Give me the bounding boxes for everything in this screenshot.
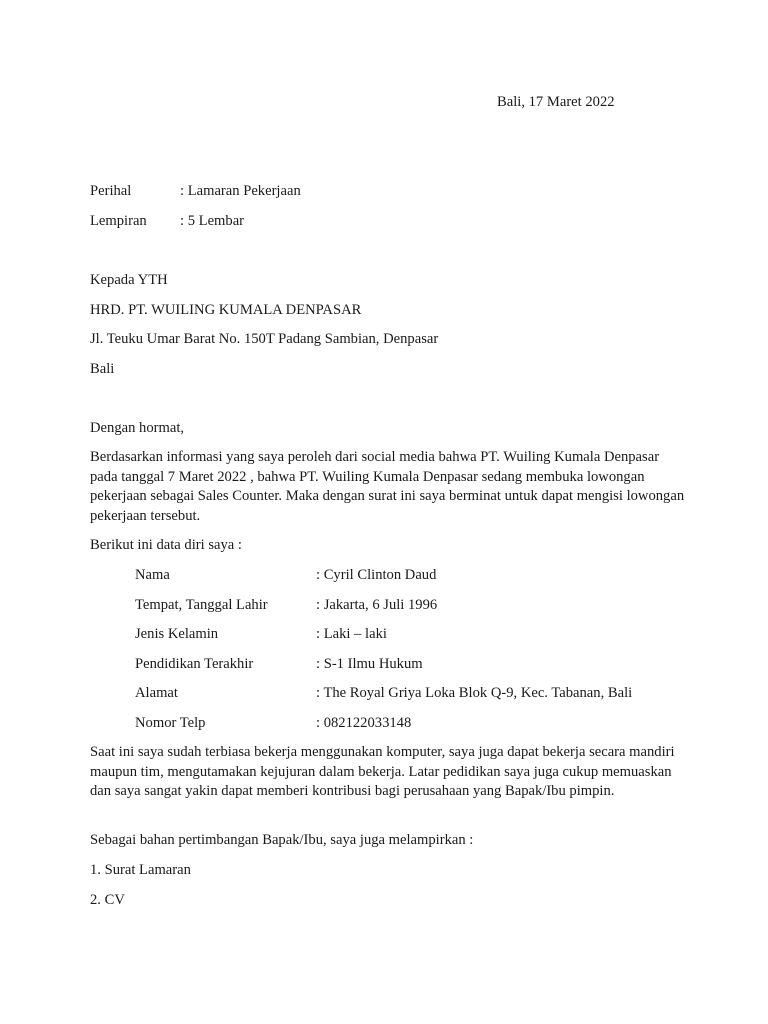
recipient-line: HRD. PT. WUILING KUMALA DENPASAR (90, 302, 362, 318)
attachment-item: 1. Surat Lamaran (90, 862, 191, 878)
data-intro: Berikut ini data diri saya : (90, 537, 242, 553)
personal-label: Tempat, Tanggal Lahir (135, 597, 268, 613)
recipient-line: Bali (90, 361, 115, 377)
attachment-label: Lempiran (90, 213, 147, 229)
subject-value: : Lamaran Pekerjaan (180, 183, 301, 199)
intro-paragraph: Berdasarkan informasi yang saya peroleh dari social media bahwa PT. Wuiling Kumala Denpasar pada tanggal 7 Maret 2022 , bahwa PT. Wuiling Kumala Denpasar sedang membuka lowongan pekerjaan sebagai Sales Counter. Maka dengan surat ini saya berminat untuk dapat mengisi lowongan pekerjaan tersebut. (90, 449, 685, 524)
personal-label: Nama (135, 567, 170, 583)
personal-value: : Laki – laki (316, 626, 387, 642)
personal-label: Jenis Kelamin (135, 626, 219, 642)
personal-label: Pendidikan Terakhir (135, 656, 254, 672)
personal-value: : S-1 Ilmu Hukum (316, 656, 423, 672)
subject-label: Perihal (90, 183, 132, 199)
skills-paragraph: Saat ini saya sudah terbiasa bekerja menggunakan komputer, saya juga dapat bekerja secara mandiri maupun tim, mengutamakan kejujuran dalam bekerja. Latar pedidikan saya juga cukup memuaskan dan saya sangat yakin dapat memberi kontribusi bagi perusahaan yang Bapak/Ibu pimpin. (90, 744, 675, 799)
attachment-item: 2. CV (90, 892, 125, 908)
attachment-value: : 5 Lembar (180, 213, 245, 229)
letter-date: Bali, 17 Maret 2022 (497, 94, 615, 110)
personal-value: : Jakarta, 6 Juli 1996 (316, 597, 438, 613)
attachments-intro: Sebagai bahan pertimbangan Bapak/Ibu, saya juga melampirkan : (90, 832, 474, 848)
greeting: Dengan hormat, (90, 420, 185, 436)
personal-value: : Cyril Clinton Daud (316, 567, 437, 583)
personal-value: : The Royal Griya Loka Blok Q-9, Kec. Tabanan, Bali (316, 685, 633, 701)
recipient-line: Jl. Teuku Umar Barat No. 150T Padang Sambian, Denpasar (90, 331, 439, 347)
personal-value: : 082122033148 (316, 715, 412, 731)
personal-label: Alamat (135, 685, 178, 701)
personal-label: Nomor Telp (135, 715, 206, 731)
recipient-line: Kepada YTH (90, 272, 168, 288)
